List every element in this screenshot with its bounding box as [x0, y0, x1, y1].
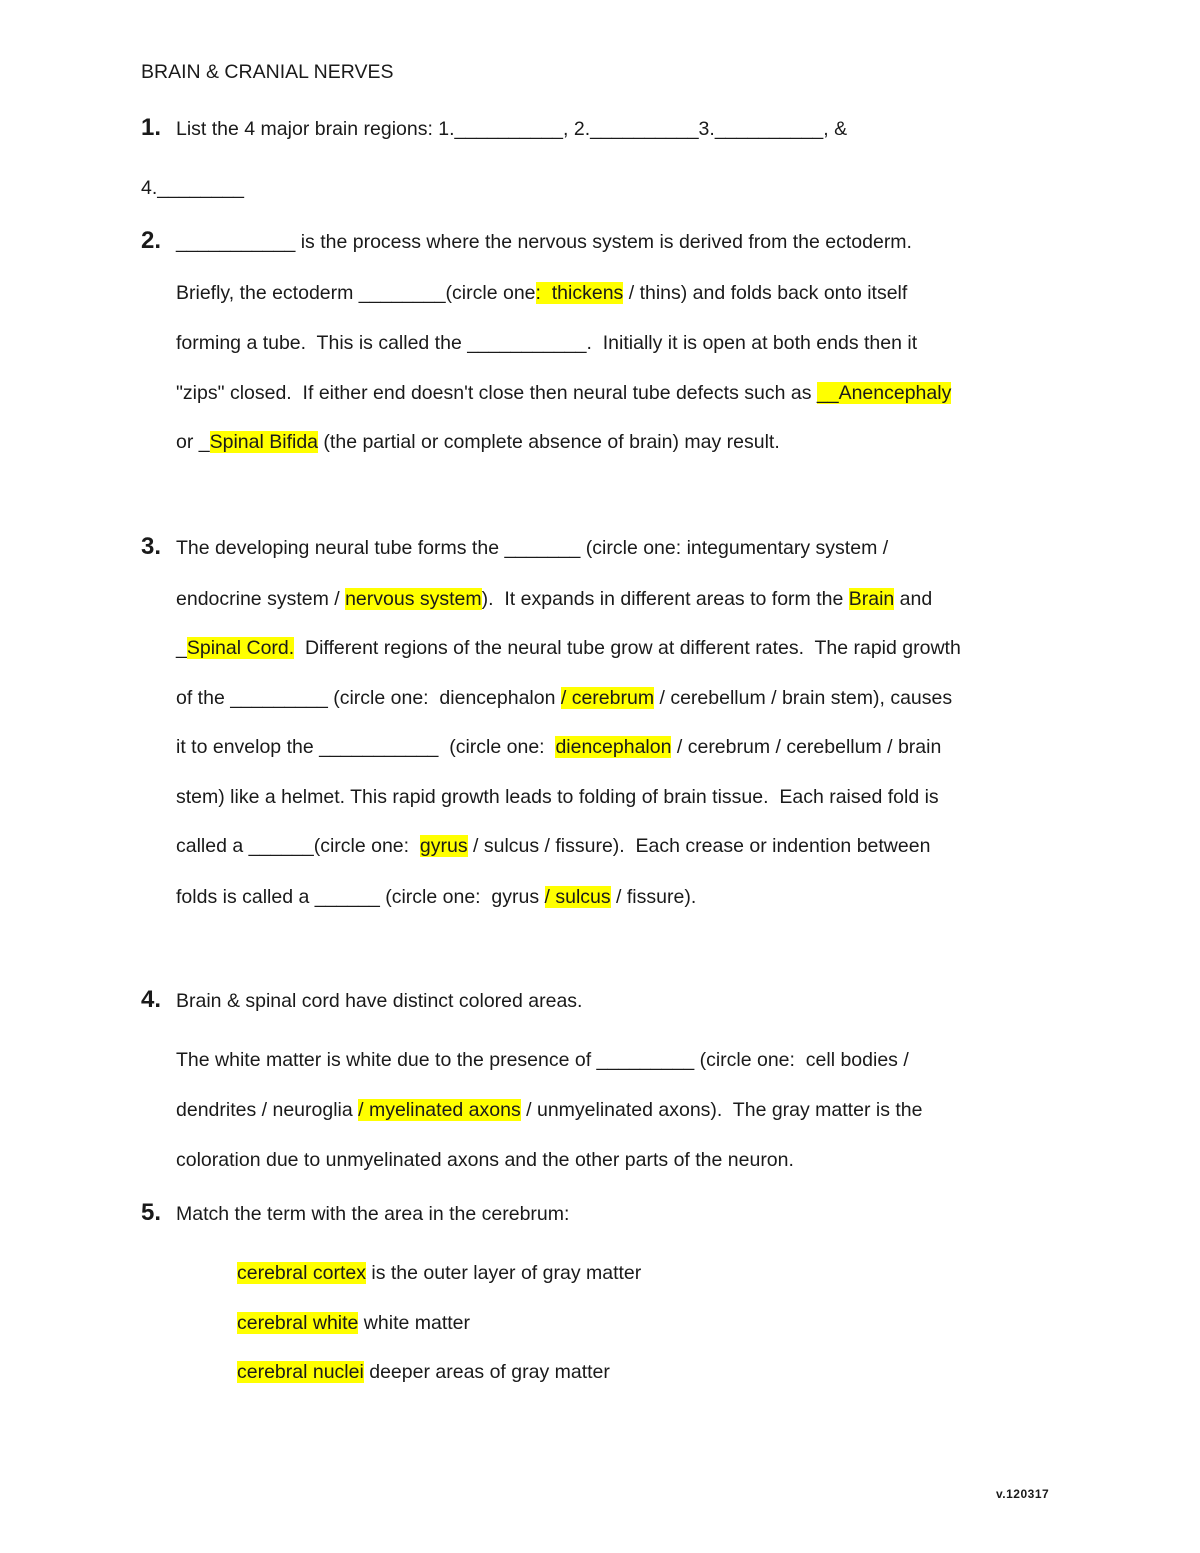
text-run: Brain & spinal cord have distinct colored areas.: [176, 990, 583, 1012]
question-3-line-4: [176, 686, 952, 710]
text-run: is the outer layer of gray matter: [365, 1262, 642, 1284]
highlighted-answer: gyrus: [419, 835, 468, 857]
question-5-line-1: [176, 1202, 569, 1226]
text-run: ___________ is the process where the nervous system is derived from the ectoderm.: [176, 231, 912, 253]
text-run: white matter: [358, 1312, 471, 1334]
question-3-line-5: [176, 735, 941, 759]
question-4-line-2: [176, 1048, 909, 1072]
question-2-line-4: [176, 381, 951, 405]
text-run: _: [176, 637, 187, 659]
highlighted-answer: cerebral nuclei: [237, 1361, 364, 1383]
text-run: List the 4 major brain regions: 1.__________, 2.__________3.__________, &: [176, 118, 848, 140]
match-item-white: [237, 1311, 470, 1335]
highlighted-answer: cerebral white: [237, 1312, 359, 1334]
text-run: or _: [176, 431, 210, 453]
text-run: and: [894, 588, 933, 610]
highlighted-answer: nervous system: [345, 588, 482, 610]
question-2-line-3: [176, 331, 917, 355]
text-run: / fissure).: [610, 886, 697, 908]
text-run: 4.________: [141, 177, 245, 199]
text-run: folds is called a ______ (circle one: gyrus: [176, 886, 545, 908]
text-run: Briefly, the ectoderm ________(circle one: [176, 282, 536, 304]
text-run: coloration due to unmyelinated axons and the other parts of the neuron.: [176, 1149, 794, 1171]
question-1-number: 1.: [141, 114, 162, 141]
text-run: / unmyelinated axons). The gray matter is the: [520, 1099, 923, 1121]
highlighted-answer: __Anencephaly: [816, 382, 952, 404]
question-3-line-1: [176, 536, 888, 560]
text-run: it to envelop the ___________ (circle one:: [176, 736, 556, 758]
text-run: endocrine system /: [176, 588, 346, 610]
text-run: / cerebrum / cerebellum / brain: [671, 736, 942, 758]
highlighted-answer: diencephalon: [555, 736, 672, 758]
question-3-number: 3.: [141, 533, 162, 560]
question-4-number: 4.: [141, 986, 162, 1013]
question-5-number: 5.: [141, 1199, 162, 1226]
question-2-line-1: [176, 230, 912, 254]
question-3-line-3: [176, 636, 961, 660]
text-run: called a ______(circle one:: [176, 835, 420, 857]
text-run: forming a tube. This is called the ___________. Initially it is open at both ends then it: [176, 332, 918, 354]
text-run: The white matter is white due to the presence of _________ (circle one: cell bodies /: [176, 1049, 909, 1071]
highlighted-answer: / myelinated axons: [358, 1099, 521, 1121]
match-item-nuclei: [237, 1360, 610, 1384]
text-run: Match the term with the area in the cerebrum:: [176, 1203, 570, 1225]
highlighted-answer: / sulcus: [544, 886, 611, 908]
highlighted-answer: cerebral cortex: [237, 1262, 366, 1284]
text-run: / cerebellum / brain stem), causes: [654, 687, 953, 709]
question-2-number: 2.: [141, 227, 162, 254]
text-run: "zips" closed. If either end doesn't close then neural tube defects such as: [176, 382, 817, 404]
question-3-line-7: [176, 834, 930, 858]
highlighted-answer: Spinal Cord.: [186, 637, 295, 659]
question-2-line-5: [176, 430, 780, 454]
question-3-line-6: [176, 785, 939, 809]
question-4-line-4: [176, 1148, 794, 1172]
text-run: deeper areas of gray matter: [363, 1361, 610, 1383]
text-run: / sulcus / fissure). Each crease or indention between: [467, 835, 931, 857]
highlighted-answer: Brain: [848, 588, 895, 610]
text-run: ). It expands in different areas to form the: [481, 588, 849, 610]
question-3-line-2: [176, 587, 932, 611]
question-1-line-2: [141, 176, 244, 200]
question-2-line-2: [176, 281, 907, 305]
highlighted-answer: : thickens: [535, 282, 624, 304]
question-4-line-3: [176, 1098, 922, 1122]
question-4-line-1: [176, 989, 582, 1013]
page-title: BRAIN & CRANIAL NERVES: [141, 61, 394, 83]
text-run: of the _________ (circle one: diencephalon: [176, 687, 561, 709]
question-3-line-8: [176, 885, 696, 909]
version-label: v.120317: [996, 1487, 1050, 1501]
text-run: / thins) and folds back onto itself: [623, 282, 908, 304]
text-run: dendrites / neuroglia: [176, 1099, 359, 1121]
text-run: stem) like a helmet. This rapid growth leads to folding of brain tissue. Each raised fold is: [176, 786, 939, 808]
question-1-line-1: [176, 117, 847, 141]
highlighted-answer: / cerebrum: [560, 687, 655, 709]
text-run: Different regions of the neural tube grow at different rates. The rapid growth: [294, 637, 961, 659]
highlighted-answer: Spinal Bifida: [209, 431, 319, 453]
text-run: (the partial or complete absence of brain) may result.: [318, 431, 780, 453]
text-run: The developing neural tube forms the _______ (circle one: integumentary system /: [176, 537, 889, 559]
match-item-cortex: [237, 1261, 641, 1285]
